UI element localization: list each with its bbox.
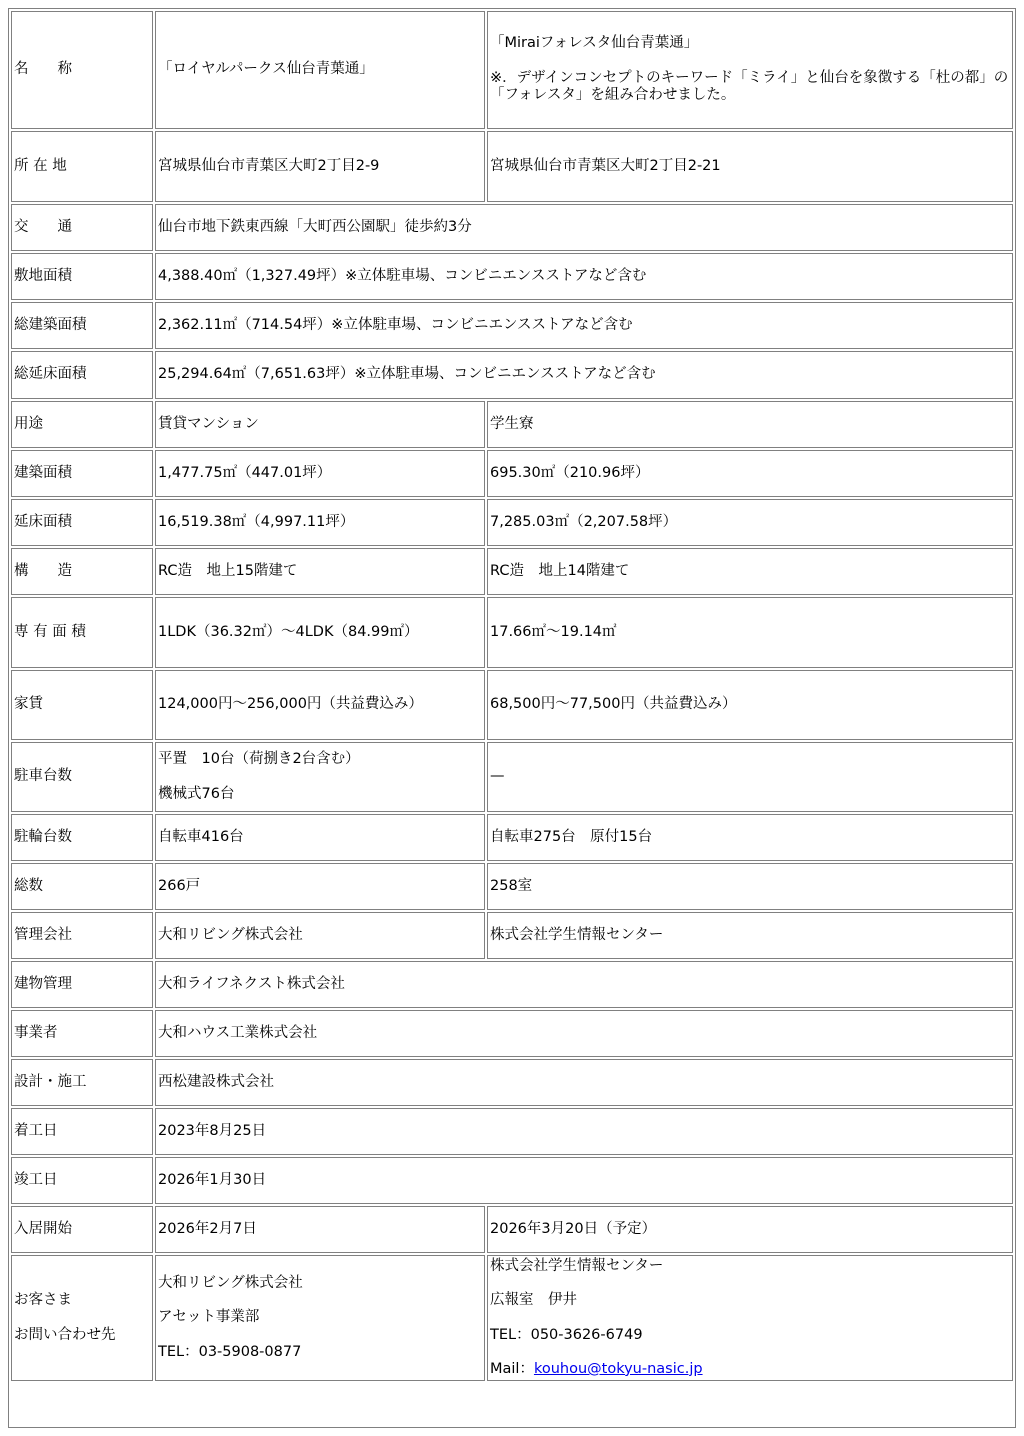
row-design-construction bbox=[11, 1059, 1013, 1106]
structure-col2: RC造 地上14階建て bbox=[487, 548, 1013, 595]
row-rent bbox=[11, 670, 1013, 740]
label-use: 用途 bbox=[11, 401, 153, 448]
row-developer bbox=[11, 1010, 1013, 1057]
row-address bbox=[11, 131, 1013, 202]
row-move-in bbox=[11, 1206, 1013, 1253]
row-structure bbox=[11, 548, 1013, 595]
total-building-area-value: 2,362.11㎡（714.54坪）※立体駐車場、コンビニエンスストアなど含む bbox=[155, 302, 1013, 349]
label-site-area: 敷地面積 bbox=[11, 253, 153, 300]
label-total-floor-area: 総延床面積 bbox=[11, 351, 153, 399]
row-parking bbox=[11, 742, 1013, 812]
row-completion-date bbox=[11, 1157, 1013, 1204]
label-developer: 事業者 bbox=[11, 1010, 153, 1057]
row-total-building-area bbox=[11, 302, 1013, 349]
label-bicycle: 駐輪台数 bbox=[11, 814, 153, 861]
row-transport bbox=[11, 204, 1013, 251]
label-building-management: 建物管理 bbox=[11, 961, 153, 1008]
management-company-col2: 株式会社学生情報センター bbox=[487, 912, 1013, 959]
rent-col2: 68,500円～77,500円（共益費込み） bbox=[487, 670, 1013, 740]
row-bicycle bbox=[11, 814, 1013, 861]
start-date-value: 2023年8月25日 bbox=[155, 1108, 1013, 1155]
use-col1: 賃貸マンション bbox=[155, 401, 485, 448]
parking-col1-line2: 機械式76台 bbox=[158, 785, 235, 802]
design-construction-value: 西松建設株式会社 bbox=[155, 1059, 1013, 1106]
contact-col2-line3: TEL：050-3626-6749 bbox=[490, 1326, 643, 1343]
property-outline-table bbox=[9, 9, 1015, 1383]
bicycle-col2: 自転車275台 原付15台 bbox=[487, 814, 1013, 861]
contact-label-line2: お問い合わせ先 bbox=[14, 1326, 116, 1343]
completion-date-value: 2026年1月30日 bbox=[155, 1157, 1013, 1204]
label-design-construction: 設計・施工 bbox=[11, 1059, 153, 1106]
building-area-col2: 695.30㎡（210.96坪） bbox=[487, 450, 1013, 497]
name-col1: 「ロイヤルパークス仙台青葉通」 bbox=[155, 11, 485, 129]
address-col1: 宮城県仙台市青葉区大町2丁目2-9 bbox=[155, 131, 485, 202]
contact-col1-line2: アセット事業部 bbox=[158, 1309, 260, 1326]
structure-col1: RC造 地上15階建て bbox=[155, 548, 485, 595]
row-total-units bbox=[11, 863, 1013, 910]
total-units-col2: 258室 bbox=[487, 863, 1013, 910]
contact-mail-link[interactable]: kouhou@tokyu-nasic.jp bbox=[533, 1360, 703, 1377]
site-area-value: 4,388.40㎡（1,327.49坪）※立体駐車場、コンビニエンスストアなど含む bbox=[155, 253, 1013, 300]
property-outline-table-frame bbox=[8, 8, 1016, 1428]
move-in-col1: 2026年2月7日 bbox=[155, 1206, 485, 1253]
row-site-area bbox=[11, 253, 1013, 300]
row-contact bbox=[11, 1255, 1013, 1381]
bicycle-col1: 自転車416台 bbox=[155, 814, 485, 861]
row-start-date bbox=[11, 1108, 1013, 1155]
contact-col1-line1: 大和リビング株式会社 bbox=[158, 1274, 303, 1291]
row-management-company bbox=[11, 912, 1013, 959]
rent-col1: 124,000円～256,000円（共益費込み） bbox=[155, 670, 485, 740]
contact-col2-line2: 広報室 伊井 bbox=[490, 1292, 577, 1309]
address-col2: 宮城県仙台市青葉区大町2丁目2-21 bbox=[487, 131, 1013, 202]
name-col2-title: 「Miraiフォレスタ仙台青葉通」 bbox=[490, 35, 699, 52]
label-unit-area: 専 有 面 積 bbox=[11, 597, 153, 668]
label-move-in: 入居開始 bbox=[11, 1206, 153, 1253]
floor-area-col1: 16,519.38㎡（4,997.11坪） bbox=[155, 499, 485, 546]
row-unit-area bbox=[11, 597, 1013, 668]
building-management-value: 大和ライフネクスト株式会社 bbox=[155, 961, 1013, 1008]
parking-col1-line1: 平置 10台（荷捌き2台含む） bbox=[158, 751, 360, 768]
label-start-date: 着工日 bbox=[11, 1108, 153, 1155]
contact-col1-line3: TEL：03-5908-0877 bbox=[158, 1343, 302, 1360]
row-use bbox=[11, 401, 1013, 448]
use-col2: 学生寮 bbox=[487, 401, 1013, 448]
parking-col1 bbox=[155, 742, 485, 812]
unit-area-col1: 1LDK（36.32㎡）～4LDK（84.99㎡） bbox=[155, 597, 485, 668]
management-company-col1: 大和リビング株式会社 bbox=[155, 912, 485, 959]
floor-area-col2: 7,285.03㎡（2,207.58坪） bbox=[487, 499, 1013, 546]
label-total-building-area: 総建築面積 bbox=[11, 302, 153, 349]
contact-label-line1: お客さま bbox=[14, 1292, 72, 1309]
label-completion-date: 竣工日 bbox=[11, 1157, 153, 1204]
building-area-col1: 1,477.75㎡（447.01坪） bbox=[155, 450, 485, 497]
contact-col2-line1: 株式会社学生情報センター bbox=[490, 1257, 664, 1274]
total-units-col1: 266戸 bbox=[155, 863, 485, 910]
parking-col2: — bbox=[487, 742, 1013, 812]
label-name: 名 称 bbox=[11, 11, 153, 129]
move-in-col2: 2026年3月20日（予定） bbox=[487, 1206, 1013, 1253]
row-name bbox=[11, 11, 1013, 129]
label-contact bbox=[11, 1255, 153, 1381]
row-total-floor-area bbox=[11, 351, 1013, 399]
row-building-area bbox=[11, 450, 1013, 497]
contact-col2 bbox=[487, 1255, 1013, 1381]
label-building-area: 建築面積 bbox=[11, 450, 153, 497]
label-management-company: 管理会社 bbox=[11, 912, 153, 959]
contact-mail-label: Mail： bbox=[490, 1360, 534, 1377]
label-transport: 交 通 bbox=[11, 204, 153, 251]
label-structure: 構 造 bbox=[11, 548, 153, 595]
developer-value: 大和ハウス工業株式会社 bbox=[155, 1010, 1013, 1057]
label-floor-area: 延床面積 bbox=[11, 499, 153, 546]
name-col2-note: ※．デザインコンセプトのキーワード「ミライ」と仙台を象徴する「杜の都」の「フォレスタ」を組み合わせました。 bbox=[490, 69, 1009, 104]
name-col2 bbox=[487, 11, 1013, 129]
unit-area-col2: 17.66㎡～19.14㎡ bbox=[487, 597, 1013, 668]
row-floor-area bbox=[11, 499, 1013, 546]
contact-col1 bbox=[155, 1255, 485, 1381]
contact-col2-mail-line bbox=[490, 1361, 1010, 1378]
label-rent: 家賃 bbox=[11, 670, 153, 740]
row-building-management bbox=[11, 961, 1013, 1008]
total-floor-area-value: 25,294.64㎡（7,651.63坪）※立体駐車場、コンビニエンスストアなど含む bbox=[155, 351, 1013, 399]
label-parking: 駐車台数 bbox=[11, 742, 153, 812]
label-total-units: 総数 bbox=[11, 863, 153, 910]
label-address: 所 在 地 bbox=[11, 131, 153, 202]
transport-value: 仙台市地下鉄東西線「大町西公園駅」徒歩約3分 bbox=[155, 204, 1013, 251]
